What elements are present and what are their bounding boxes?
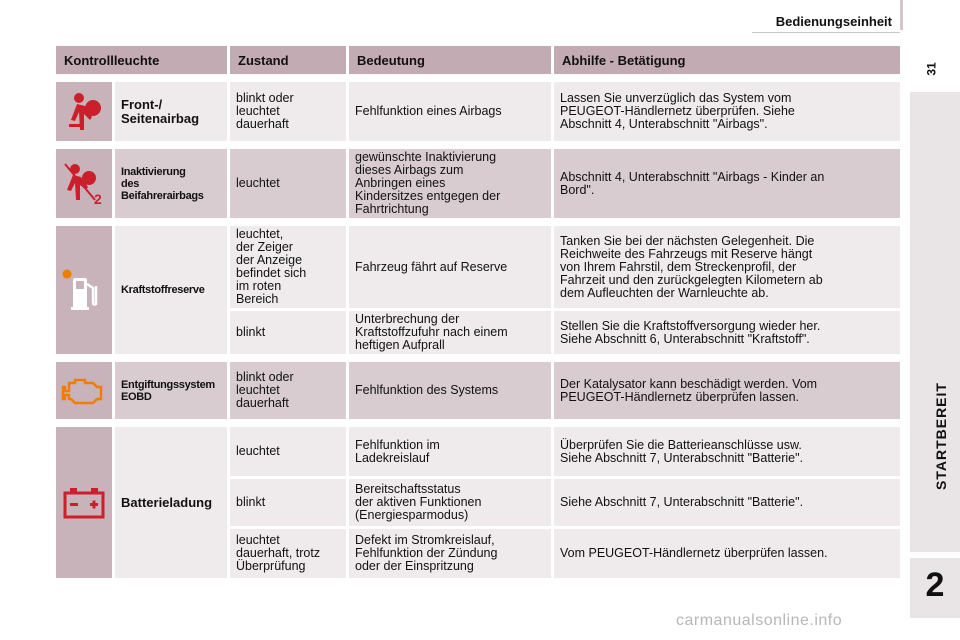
running-header: Bedienungseinheit	[775, 14, 892, 29]
row-state: blinkt	[230, 479, 349, 529]
header-divider	[752, 32, 900, 33]
row-meaning: Defekt im Stromkreislauf, Fehlfunktion der Zündung oder der Einspritzung	[349, 529, 554, 581]
table-row	[56, 226, 903, 311]
chapter-label: STARTBEREIT	[933, 382, 949, 490]
column-header-light: Kontrollleuchte	[56, 46, 230, 77]
row-name: Batterieladung	[115, 427, 230, 581]
chapter-number: 2	[925, 566, 945, 604]
table-row	[56, 427, 903, 479]
chapter-number-box	[910, 558, 960, 618]
watermark: carmanualsonline.info	[676, 612, 843, 629]
table-row	[56, 149, 903, 221]
row-meaning: Fehlfunktion im Ladekreislauf	[349, 427, 554, 479]
row-state: leuchtet dauerhaft, trotz Überprüfung	[230, 529, 349, 581]
warning-lights-table	[56, 46, 903, 581]
row-remedy: Überprüfen Sie die Batterieanschlüsse usw. Siehe Abschnitt 7, Unterabschnitt "Batterie".	[554, 427, 903, 479]
row-remedy: Stellen Sie die Kraftstoffversorgung wieder her. Siehe Abschnitt 6, Unterabschnitt "Kraftstoff".	[554, 311, 903, 357]
column-header-meaning: Bedeutung	[349, 46, 554, 77]
row-meaning: Bereitschaftsstatus der aktiven Funktionen (Energiesparmodus)	[349, 479, 554, 529]
row-state: leuchtet, der Zeiger der Anzeige befindet sich im roten Bereich	[230, 226, 349, 311]
battery-icon-cell	[56, 427, 115, 581]
table-header-row	[56, 46, 903, 77]
fuel-reserve-icon-cell	[56, 226, 115, 357]
airbag-icon-cell	[56, 82, 115, 144]
row-remedy: Der Katalysator kann beschädigt werden. Vom PEUGEOT-Händlernetz überprüfen lassen.	[554, 362, 903, 422]
table-row	[56, 82, 903, 144]
row-remedy: Abschnitt 4, Unterabschnitt "Airbags - Kinder an Bord".	[554, 149, 903, 221]
row-remedy: Vom PEUGEOT-Händlernetz überprüfen lassen.	[554, 529, 903, 581]
airbag-icon	[63, 90, 105, 134]
row-state: blinkt oder leuchtet dauerhaft	[230, 362, 349, 422]
row-state: blinkt oder leuchtet dauerhaft	[230, 82, 349, 144]
tab-rule	[900, 0, 903, 30]
row-remedy: Lassen Sie unverzüglich das System vom PEUGEOT-Händlernetz überprüfen. Siehe Abschnitt 4, Unterabschnitt "Airbags".	[554, 82, 903, 144]
row-meaning: Fahrzeug fährt auf Reserve	[349, 226, 554, 311]
row-state: blinkt	[230, 311, 349, 357]
passenger-airbag-icon-cell	[56, 149, 115, 221]
row-remedy: Siehe Abschnitt 7, Unterabschnitt "Batterie".	[554, 479, 903, 529]
passenger-airbag-off-icon	[61, 160, 107, 208]
row-state: leuchtet	[230, 427, 349, 479]
row-name: Front-/ Seitenairbag	[115, 82, 230, 144]
engine-check-icon-cell	[56, 362, 115, 422]
fuel-reserve-icon	[61, 266, 107, 314]
row-meaning: Fehlfunktion eines Airbags	[349, 82, 554, 144]
row-meaning: Fehlfunktion des Systems	[349, 362, 554, 422]
page-number: 31	[924, 62, 939, 76]
column-header-remedy: Abhilfe - Betätigung	[554, 46, 903, 77]
row-state: leuchtet	[230, 149, 349, 221]
table-row	[56, 362, 903, 422]
column-header-state: Zustand	[230, 46, 349, 77]
row-name: Kraftstoffreserve	[115, 226, 230, 357]
row-name: Entgiftungssystem EOBD	[115, 362, 230, 422]
row-meaning: Unterbrechung der Kraftstoffzufuhr nach einem heftigen Aufprall	[349, 311, 554, 357]
battery-icon	[61, 486, 107, 520]
row-name: Inaktivierung des Beifahrerairbags	[115, 149, 230, 221]
row-remedy: Tanken Sie bei der nächsten Gelegenheit. Die Reichweite des Fahrzeugs mit Reserve hängt von Ihrem Fahrstil, dem Streckenprofil, der Fahrzeit und den zurückgelegten Kilometern ab dem Aufleuchten der Warnleuchte ab.	[554, 226, 903, 311]
engine-check-icon	[61, 373, 107, 409]
svg-text:2: 2	[94, 190, 102, 207]
row-meaning: gewünschte Inaktivierung dieses Airbags zum Anbringen eines Kindersitzes entgegen der Fahrtrichtung	[349, 149, 554, 221]
